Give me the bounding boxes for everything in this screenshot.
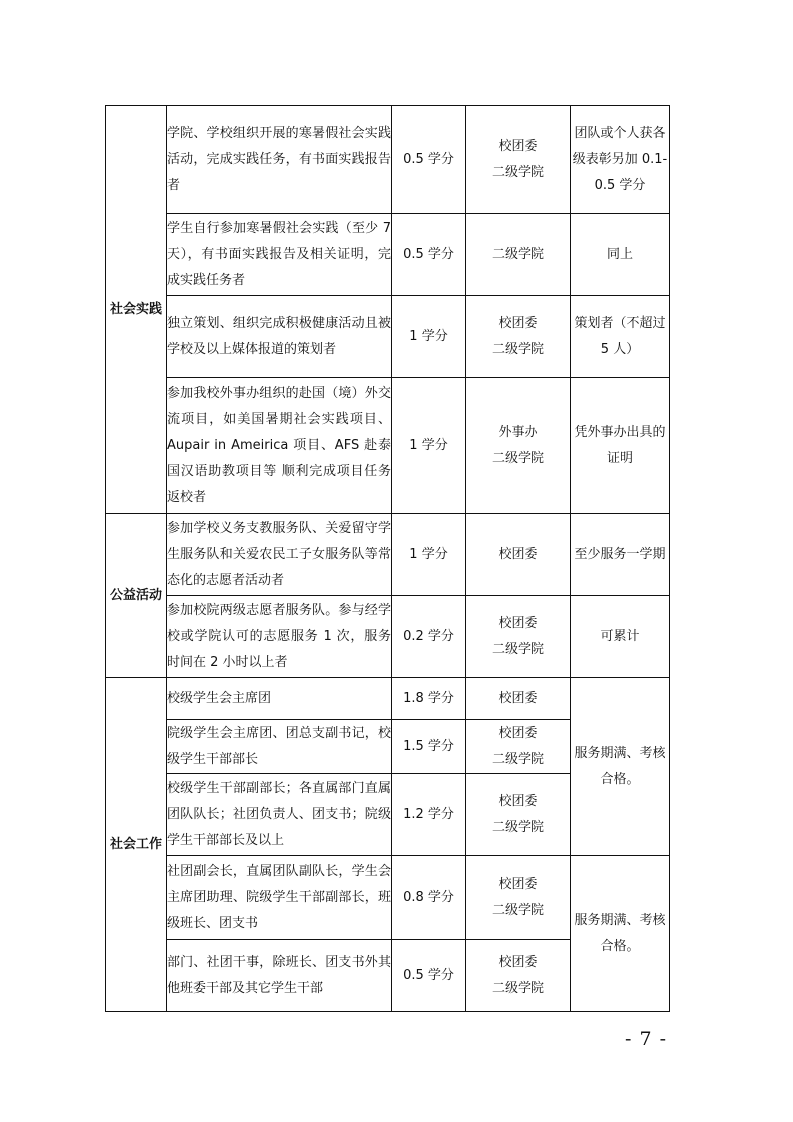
table-row bbox=[106, 856, 670, 940]
unit-line: 二级学院 bbox=[491, 902, 544, 918]
item-cell: 参加学校义务支教服务队、关爱留守学生服务队和关爱农民工子女服务队等常态化的志愿者活动者 bbox=[167, 514, 392, 596]
item-cell: 参加校院两级志愿者服务队。参与经学校或学院认可的志愿服务 1 次，服务时间在 2 小时以上者 bbox=[167, 596, 392, 678]
table-row bbox=[106, 678, 670, 720]
table-row bbox=[106, 106, 670, 214]
unit-line: 校团委 bbox=[498, 876, 538, 892]
unit-line: 校团委 bbox=[498, 725, 538, 741]
unit-line: 校团委 bbox=[498, 954, 538, 970]
unit-line: 二级学院 bbox=[491, 641, 544, 657]
unit-line: 校团委 bbox=[498, 690, 538, 706]
item-cell: 参加我校外事办组织的赴国（境）外交流项目，如美国暑期社会实践项目、Aupair in Ameirica 项目、AFS 赴泰国汉语助教项目等 顺利完成项目任务返校者 bbox=[167, 378, 392, 514]
credit-cell: 0.5 学分 bbox=[392, 214, 466, 296]
section-social-practice bbox=[106, 106, 167, 514]
table-row bbox=[106, 378, 670, 514]
unit-line: 校团委 bbox=[498, 793, 538, 809]
item-cell: 院级学生会主席团、团总支副书记，校级学生干部部长 bbox=[167, 720, 392, 774]
section-social-work bbox=[106, 678, 167, 1012]
credit-cell: 1.8 学分 bbox=[392, 678, 466, 720]
page-number: - 7 - bbox=[625, 1028, 668, 1050]
note-cell: 凭外事办出具的证明 bbox=[571, 378, 670, 514]
note-cell: 可累计 bbox=[571, 596, 670, 678]
unit-line: 校团委 bbox=[498, 138, 538, 154]
item-cell: 校级学生干部副部长；各直属部门直属团队队长；社团负责人、团支书；院级学生干部部长及以上 bbox=[167, 774, 392, 856]
note-cell: 策划者（不超过 5 人） bbox=[571, 296, 670, 378]
table-row bbox=[106, 596, 670, 678]
credit-cell: 0.2 学分 bbox=[392, 596, 466, 678]
unit-line: 二级学院 bbox=[491, 819, 544, 835]
table-row bbox=[106, 296, 670, 378]
unit-cell bbox=[466, 678, 571, 720]
credit-table bbox=[105, 105, 670, 1012]
unit-cell bbox=[466, 296, 571, 378]
credit-cell: 1.2 学分 bbox=[392, 774, 466, 856]
table-row bbox=[106, 514, 670, 596]
item-cell: 社团副会长，直属团队副队长，学生会主席团助理、院级学生干部副部长，班级班长、团支书 bbox=[167, 856, 392, 940]
unit-line: 二级学院 bbox=[491, 450, 544, 466]
section-label: 社会实践 bbox=[109, 301, 162, 317]
unit-cell bbox=[466, 856, 571, 940]
unit-line: 校团委 bbox=[498, 546, 538, 562]
item-cell: 学生自行参加寒暑假社会实践（至少 7 天），有书面实践报告及相关证明，完成实践任务者 bbox=[167, 214, 392, 296]
credit-cell: 1.5 学分 bbox=[392, 720, 466, 774]
credit-cell: 1 学分 bbox=[392, 514, 466, 596]
credit-cell: 0.8 学分 bbox=[392, 856, 466, 940]
section-public-welfare bbox=[106, 514, 167, 678]
unit-line: 二级学院 bbox=[491, 341, 544, 357]
section-label: 社会工作 bbox=[109, 836, 162, 852]
note-cell: 同上 bbox=[571, 214, 670, 296]
table-row bbox=[106, 214, 670, 296]
unit-line: 校团委 bbox=[498, 615, 538, 631]
unit-line: 校团委 bbox=[498, 315, 538, 331]
unit-cell bbox=[466, 774, 571, 856]
unit-line: 二级学院 bbox=[491, 164, 544, 180]
unit-line: 二级学院 bbox=[491, 246, 544, 262]
unit-line: 二级学院 bbox=[491, 980, 544, 996]
unit-line: 二级学院 bbox=[491, 751, 544, 767]
unit-cell bbox=[466, 514, 571, 596]
note-cell: 团队或个人获各级表彰另加 0.1-0.5 学分 bbox=[571, 106, 670, 214]
unit-cell bbox=[466, 940, 571, 1012]
unit-cell bbox=[466, 214, 571, 296]
credit-cell: 1 学分 bbox=[392, 378, 466, 514]
item-cell: 部门、社团干事，除班长、团支书外其他班委干部及其它学生干部 bbox=[167, 940, 392, 1012]
section-label: 公益活动 bbox=[109, 587, 162, 603]
item-cell: 校级学生会主席团 bbox=[167, 678, 392, 720]
credit-cell: 0.5 学分 bbox=[392, 106, 466, 214]
item-cell: 独立策划、组织完成积极健康活动且被学校及以上媒体报道的策划者 bbox=[167, 296, 392, 378]
item-cell: 学院、学校组织开展的寒暑假社会实践活动，完成实践任务，有书面实践报告者 bbox=[167, 106, 392, 214]
credit-cell: 1 学分 bbox=[392, 296, 466, 378]
unit-cell bbox=[466, 720, 571, 774]
note-cell: 服务期满、考核合格。 bbox=[571, 856, 670, 1012]
unit-line: 外事办 bbox=[498, 424, 538, 440]
unit-cell bbox=[466, 106, 571, 214]
unit-cell bbox=[466, 596, 571, 678]
unit-cell bbox=[466, 378, 571, 514]
note-cell: 服务期满、考核合格。 bbox=[571, 678, 670, 856]
note-cell: 至少服务一学期 bbox=[571, 514, 670, 596]
credit-cell: 0.5 学分 bbox=[392, 940, 466, 1012]
